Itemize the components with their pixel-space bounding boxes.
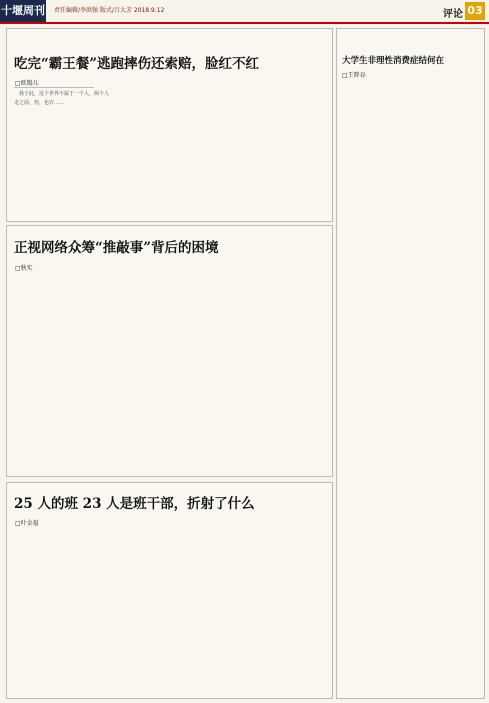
section-name: 评论 — [443, 9, 463, 20]
paragraph: 我于此，这个世界不属于一个人，两个人走之前，但，也许…… — [14, 91, 110, 106]
article-column — [117, 254, 219, 470]
article-title: 大学生非理性消费症结何在 — [342, 56, 445, 66]
article-column — [226, 68, 326, 216]
article-column — [226, 254, 326, 470]
article-column — [117, 508, 219, 692]
article-byline: □欧锡儿 — [15, 80, 39, 87]
divider — [14, 87, 94, 88]
page-number: 03 — [465, 2, 485, 20]
page-header — [0, 0, 489, 22]
article-title: 25 人的班 23 人是班干部，折射了什么 — [14, 496, 255, 512]
article-byline: □叶金福 — [15, 520, 39, 527]
article-column — [14, 530, 110, 692]
article-title: 吃完“霸王餐”逃跑摔伤还索赔，脸红不红 — [14, 56, 260, 72]
article-byline: □王降谷 — [342, 72, 366, 79]
masthead-brand: 十堰周刊 — [0, 0, 46, 22]
article-column — [117, 68, 219, 216]
article-column — [226, 508, 326, 692]
article-column — [14, 90, 110, 216]
header-rule — [0, 22, 489, 24]
article-byline: □秋实 — [15, 265, 33, 272]
article-column — [14, 276, 110, 470]
article-column — [342, 80, 477, 692]
article-title: 正视网络众筹“推敲事”背后的困境 — [14, 240, 219, 256]
editor-info: 责任编辑/李洪强 版式/吕大芳 2018.9.12 — [54, 7, 165, 14]
